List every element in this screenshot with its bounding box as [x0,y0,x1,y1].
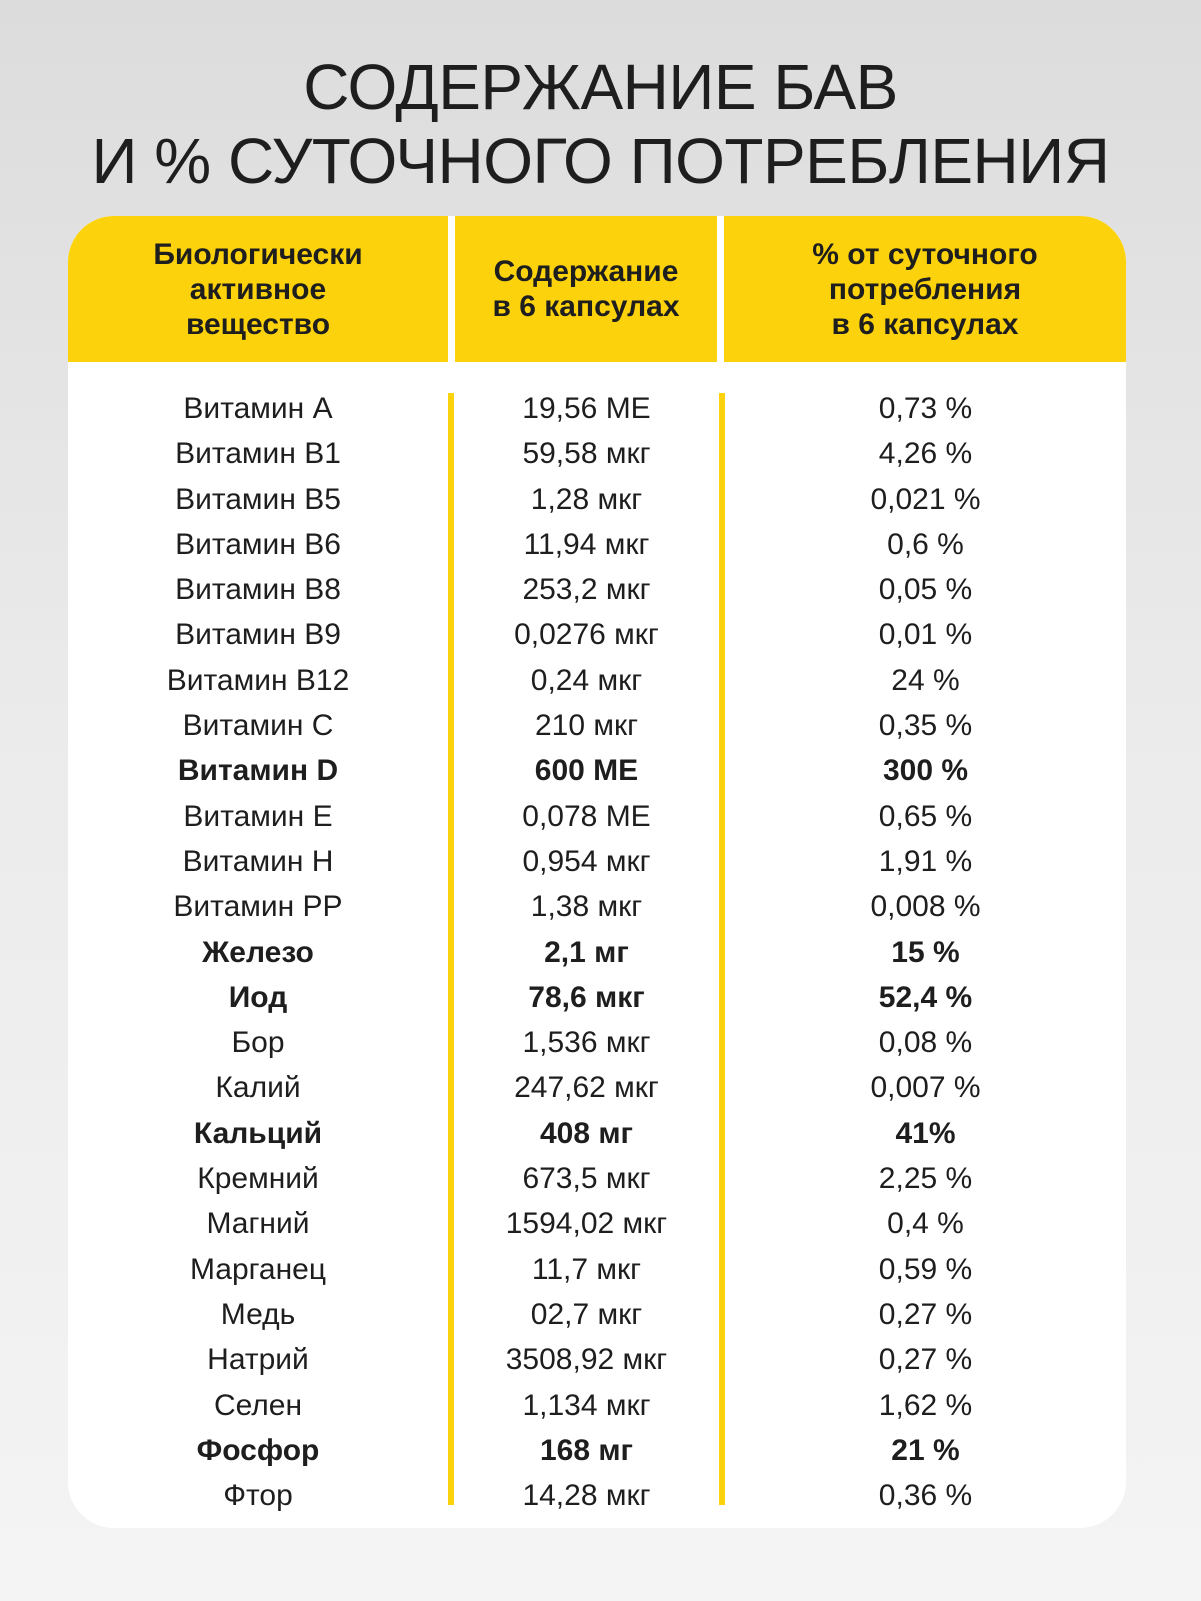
header-amount [455,216,717,362]
amount-cell: 11,7 мкг [531,1252,642,1286]
table-row [68,477,1126,522]
percent-cell: 0,27 % [878,1297,973,1331]
table-row [68,1383,1126,1428]
table-row [68,930,1126,975]
table-row [68,975,1126,1020]
substance-cell: Калий [215,1071,301,1105]
amount-cell: 11,94 мкг [523,527,650,561]
table-row [68,794,1126,839]
substance-cell: Витамин B8 [175,573,341,607]
substance-cell: Витамин D [177,754,339,788]
header-daily-percent [724,216,1126,362]
percent-cell: 0,4 % [887,1207,964,1241]
substance-cell: Железо [202,935,314,969]
percent-cell: 15 % [891,935,960,969]
table-row [68,658,1126,703]
table-row [68,884,1126,929]
percent-cell: 1,91 % [878,844,973,878]
amount-cell: 3508,92 мкг [505,1343,668,1377]
substance-cell: Витамин B9 [175,618,341,652]
table-row [68,703,1126,748]
table-row [68,1156,1126,1201]
amount-cell: 59,58 мкг [522,437,651,471]
header-percent-line: % от суточного [812,237,1038,271]
percent-cell: 0,007 % [870,1071,981,1105]
percent-cell: 1,62 % [878,1388,973,1422]
percent-cell: 52,4 % [878,980,973,1014]
percent-cell: 24 % [891,663,960,697]
table-body [68,386,1126,1518]
nutrient-table [68,216,1126,1528]
amount-cell: 78,6 мкг [528,980,645,1014]
title-line-1: СОДЕРЖАНИЕ БАВ [303,51,898,123]
substance-cell: Иод [228,980,288,1014]
percent-cell: 0,27 % [878,1343,973,1377]
header-percent-line: в 6 капсулах [831,307,1019,341]
amount-cell: 1,38 мкг [530,890,643,924]
substance-cell: Бор [231,1026,285,1060]
percent-cell: 4,26 % [878,437,973,471]
substance-cell: Витамин PP [173,890,343,924]
substance-cell: Селен [213,1388,303,1422]
substance-cell: Медь [220,1297,296,1331]
percent-cell: 0,36 % [878,1479,973,1513]
percent-cell: 0,65 % [878,799,973,833]
table-row [68,1247,1126,1292]
amount-cell: 1594,02 мкг [505,1207,668,1241]
amount-cell: 408 мг [539,1116,634,1150]
percent-cell: 300 % [882,754,969,788]
amount-cell: 14,28 мкг [522,1479,651,1513]
percent-cell: 0,35 % [878,709,973,743]
table-row [68,386,1126,431]
table-header [68,216,1126,362]
percent-cell: 0,6 % [887,527,964,561]
amount-cell: 2,1 мг [544,935,629,969]
table-row [68,839,1126,884]
substance-cell: Витамин B6 [175,527,341,561]
percent-cell: 41% [895,1116,956,1150]
amount-cell: 02,7 мкг [530,1297,643,1331]
percent-cell: 0,05 % [878,573,973,607]
substance-cell: Марганец [189,1252,327,1286]
substance-cell: Витамин E [183,799,333,833]
substance-cell: Витамин C [182,709,334,743]
substance-cell: Витамин B1 [175,437,341,471]
substance-cell: Фтор [223,1479,293,1513]
amount-cell: 253,2 мкг [522,573,651,607]
header-amount-line: Содержание [493,255,679,288]
substance-cell: Натрий [207,1343,309,1377]
amount-cell: 1,28 мкг [530,482,643,516]
substance-cell: Кремний [197,1162,319,1196]
header-amount-line: в 6 капсулах [492,290,680,323]
table-row [68,1473,1126,1518]
percent-cell: 2,25 % [878,1162,973,1196]
table-row [68,567,1126,612]
substance-cell: Витамин B5 [175,482,341,516]
substance-cell: Магний [206,1207,310,1241]
amount-cell: 0,078 МЕ [522,799,651,833]
substance-cell: Кальций [193,1116,323,1150]
percent-cell: 0,08 % [878,1026,973,1060]
table-row [68,1111,1126,1156]
amount-cell: 1,536 мкг [522,1026,651,1060]
amount-cell: 247,62 мкг [514,1071,659,1105]
table-row [68,1428,1126,1473]
substance-cell: Витамин B12 [166,663,350,697]
percent-cell: 0,008 % [870,890,981,924]
table-row [68,431,1126,476]
table-row [68,1337,1126,1382]
table-row [68,522,1126,567]
page-title [0,50,1201,198]
amount-cell: 0,24 мкг [530,663,643,697]
substance-cell: Витамин A [183,392,333,425]
header-substance-line: активное [189,272,327,306]
table-row [68,1292,1126,1337]
amount-cell: 0,0276 мкг [514,618,659,652]
table-row [68,1020,1126,1065]
amount-cell: 600 МЕ [534,754,639,788]
amount-cell: 168 мг [539,1433,634,1467]
amount-cell: 0,954 мкг [522,844,651,878]
title-line-2: И % СУТОЧНОГО ПОТРЕБЛЕНИЯ [91,125,1110,197]
percent-cell: 0,021 % [870,482,981,516]
header-percent-line: потребления [828,272,1022,306]
header-substance-line: вещество [185,307,331,341]
table-row [68,1065,1126,1110]
table-row [68,748,1126,793]
percent-cell: 21 % [891,1433,960,1467]
percent-cell: 0,59 % [878,1252,973,1286]
substance-cell: Фосфор [196,1433,320,1467]
percent-cell: 0,73 % [878,392,973,425]
percent-cell: 0,01 % [878,618,973,652]
table-row [68,1201,1126,1246]
amount-cell: 673,5 мкг [522,1162,651,1196]
substance-cell: Витамин H [182,844,334,878]
amount-cell: 1,134 мкг [522,1388,651,1422]
amount-cell: 210 мкг [534,709,639,743]
amount-cell: 19,56 МЕ [522,392,651,425]
header-substance-line: Биологически [153,237,363,271]
header-substance [68,216,448,362]
table-row [68,612,1126,657]
